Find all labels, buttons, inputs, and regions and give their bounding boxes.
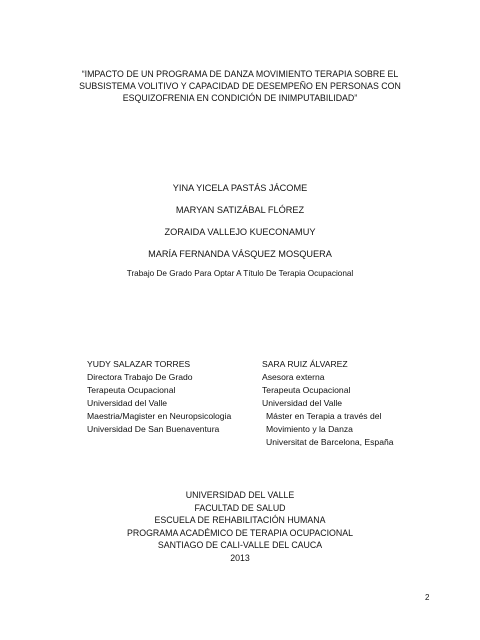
title-line: ESQUIZOFRENIA EN CONDICIÓN DE INIMPUTABILIDAD” <box>122 93 358 103</box>
advisor-detail: Movimiento y la Danza <box>266 424 353 434</box>
institution-line: PROGRAMA ACADÉMICO DE TERAPIA OCUPACIONAL <box>127 527 353 538</box>
author-name: ZORAIDA VALLEJO KUECONAMUY <box>164 227 316 237</box>
institution-block <box>40 489 440 564</box>
advisor-block <box>262 358 394 449</box>
institution-line: UNIVERSIDAD DEL VALLE <box>185 490 295 500</box>
director-detail: Universidad De San Buenaventura <box>87 424 220 434</box>
advisor-detail: Asesora externa <box>262 372 325 382</box>
advisor-detail: Terapeuta Ocupacional <box>262 385 351 395</box>
institution-year: 2013 <box>230 552 250 563</box>
institution-line: FACULTAD DE SALUD <box>194 502 286 513</box>
title-line: “IMPACTO DE UN PROGRAMA DE DANZA MOVIMIENTO TERAPIA SOBRE EL <box>81 69 399 79</box>
page-number: 2 <box>425 593 430 602</box>
title-line: SUBSISTEMA VOLITIVO Y CAPACIDAD DE DESEMPEÑO EN PERSONAS CON <box>79 81 401 91</box>
director-name: YUDY SALAZAR TORRES <box>87 359 191 369</box>
institution-line: ESCUELA DE REHABILITACIÓN HUMANA <box>154 515 326 525</box>
advisor-detail: Universitat de Barcelona, España <box>266 437 394 447</box>
thesis-title <box>40 68 440 104</box>
author-name: YINA YICELA PASTÁS JÁCOME <box>172 183 308 193</box>
director-detail: Terapeuta Ocupacional <box>87 385 176 395</box>
advisor-name: SARA RUIZ ÁLVAREZ <box>262 359 348 369</box>
advisor-detail: Máster en Terapia a través del <box>266 411 382 421</box>
advisor-detail: Universidad del Valle <box>262 398 343 408</box>
author-name: MARYAN SATIZÁBAL FLÓREZ <box>175 205 305 215</box>
institution-line: SANTIAGO DE CALI-VALLE DEL CAUCA <box>157 540 323 550</box>
director-detail: Directora Trabajo De Grado <box>87 372 193 382</box>
director-block <box>87 358 231 436</box>
director-detail: Universidad del Valle <box>87 398 168 408</box>
degree-statement: Trabajo De Grado Para Optar A Título De Terapia Ocupacional <box>126 269 354 278</box>
author-name: MARÍA FERNANDA VÁSQUEZ MOSQUERA <box>148 249 332 259</box>
director-detail: Maestria/Magister en Neuropsicologia <box>87 411 232 421</box>
